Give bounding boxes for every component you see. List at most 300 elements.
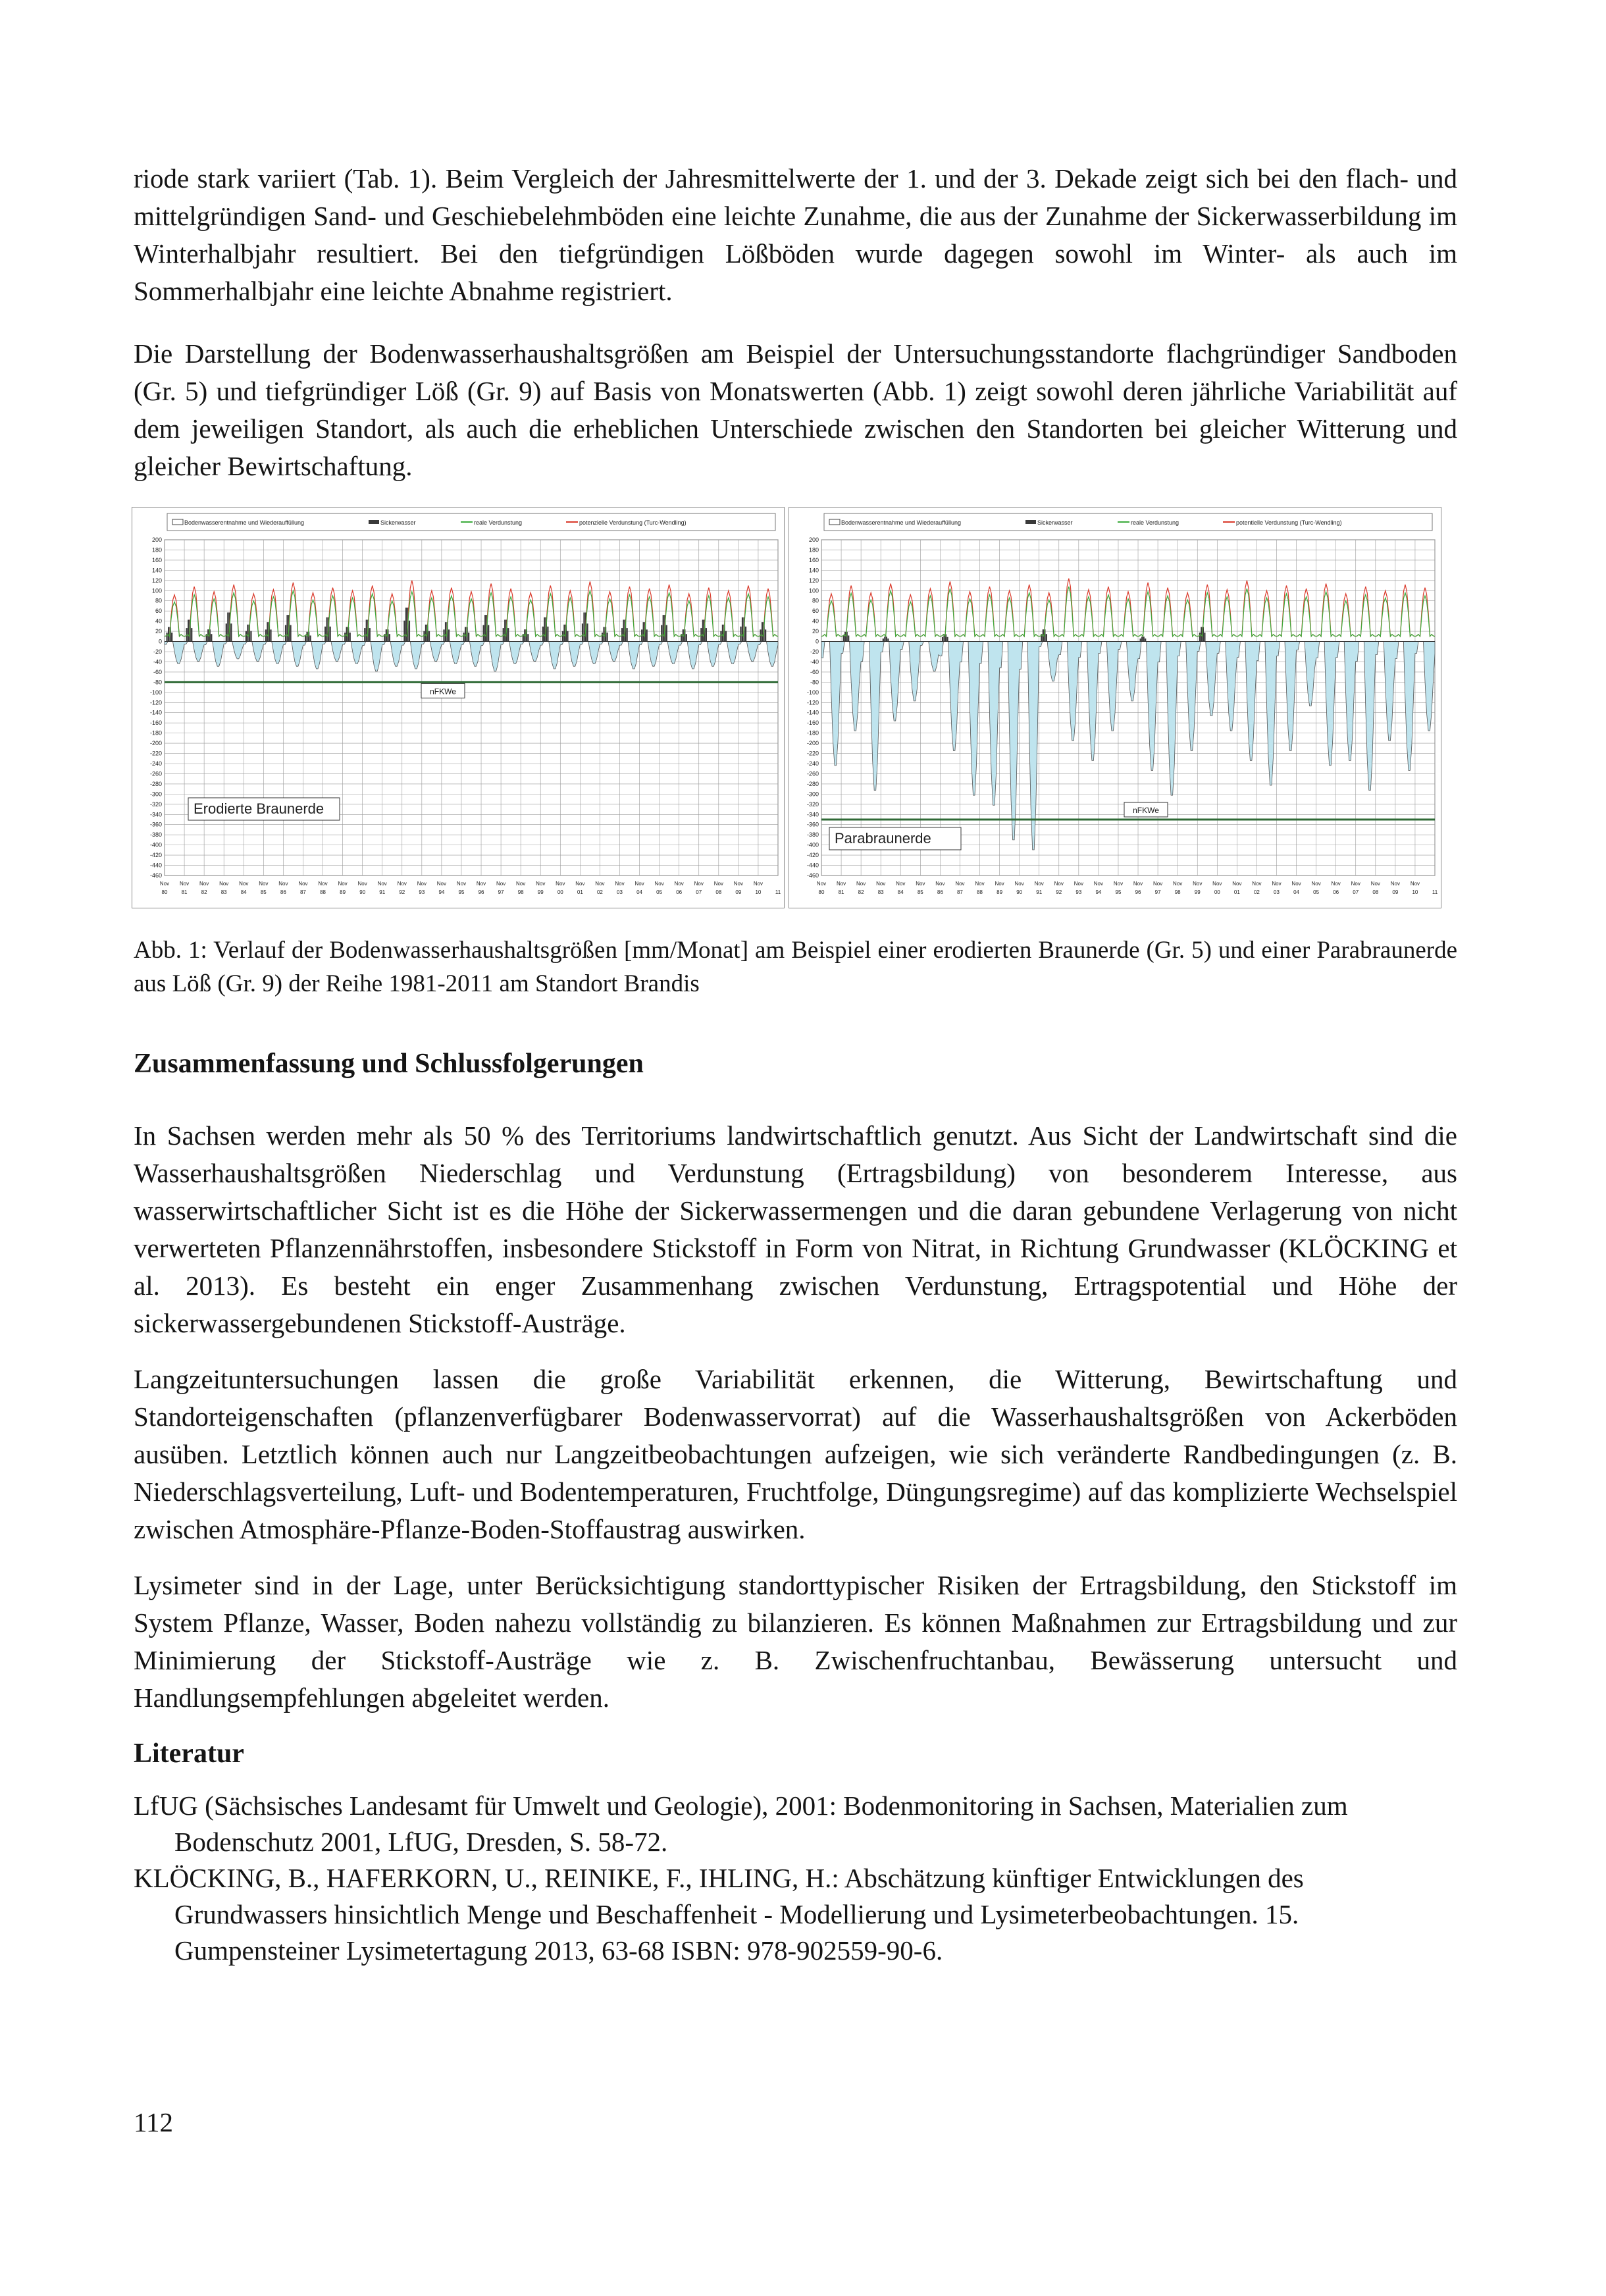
x-tick-month: Nov <box>635 881 644 887</box>
x-tick-month: Nov <box>1331 881 1341 887</box>
x-tick-month: Nov <box>615 881 625 887</box>
plot-area <box>165 540 778 875</box>
x-tick-month: Nov <box>1390 881 1400 887</box>
legend-entry: Sickerwasser <box>380 519 416 526</box>
y-tick-label: -380 <box>149 831 162 839</box>
chart-erodierte-braunerde <box>132 507 785 908</box>
seepage-bar <box>167 633 168 642</box>
y-tick-label: -100 <box>806 689 819 696</box>
seepage-bar <box>583 612 584 641</box>
seepage-bar <box>484 615 486 641</box>
x-tick-month: Nov <box>357 881 367 887</box>
seepage-bar <box>211 634 212 641</box>
y-tick-label: 180 <box>808 546 819 554</box>
x-tick-year: 02 <box>596 889 603 895</box>
summary-paragraph-1: In Sachsen werden mehr als 50 % des Territoriums landwirtschaftlich genutzt. Aus Sicht der Landwirtschaft sind die Wasserhaushaltsgrößen Niederschlag und Verdunstung (Ertragsbildung) von besonderem Interesse, aus wasserwirtschaftlicher Sicht ist es die Höhe der Sickerwassermengen und die daran gebundene Verlagerung von nicht verwerteten Pflanzennährstoffen, insbesondere Stickstoff in Form von Nitrat, in Richtung Grundwasser (KLÖCKING et al. 2013). Es besteht ein enger Zusammenhang zwischen Verdunstung, Ertragspotential und Höhe der sickerwassergebundenen Stickstoff-Austräge. <box>134 1120 1457 1338</box>
y-tick-label: -60 <box>153 668 162 675</box>
x-tick-year: 08 <box>715 889 722 895</box>
y-tick-label: -180 <box>149 729 162 737</box>
reference-2: KLÖCKING, B., HAFERKORN, U., REINIKE, F., IHLING, H.: Abschätzung künftiger Entwicklungen des Grundwassers hinsichtlich Menge und Beschaffenheit - Modellierung und Lysimeterbeobachtungen. 15. Gumpensteiner Lysimetertagung 2013, 63-68 ISBN: 978-902559-90-6. <box>134 1863 1304 1966</box>
y-tick-label: 40 <box>155 617 162 625</box>
seepage-bar <box>666 625 667 642</box>
legend-entry: potentielle Verdunstung (Turc-Wendling) <box>1236 519 1342 526</box>
x-tick-year: 86 <box>937 889 943 895</box>
x-tick-month: Nov <box>595 881 605 887</box>
x-tick-month: Nov <box>1272 881 1282 887</box>
y-tick-label: -400 <box>806 841 819 848</box>
x-tick-month: Nov <box>496 881 506 887</box>
seepage-bar <box>409 621 410 642</box>
y-tick-label: -340 <box>149 811 162 818</box>
nfk-label: nFKWe <box>430 687 456 696</box>
x-tick-month: Nov <box>876 881 886 887</box>
y-tick-label: -40 <box>153 658 162 665</box>
x-tick-year: 98 <box>517 889 524 895</box>
y-tick-label: -340 <box>806 811 819 818</box>
x-tick-year: 08 <box>1372 889 1379 895</box>
y-tick-label: -40 <box>810 658 819 665</box>
x-tick-year: 95 <box>1115 889 1122 895</box>
figure-caption: Abb. 1: Verlauf der Bodenwasserhaushaltsgrößen [mm/Monat] am Beispiel einer erodierten Braunerde (Gr. 5) und einer Parabraunerde aus Löß (Gr. 9) der Reihe 1981-2011 am Standort Brandis <box>134 937 1457 997</box>
x-tick-year: 04 <box>1293 889 1300 895</box>
seepage-bar <box>661 625 662 642</box>
seepage-bar <box>286 615 288 641</box>
x-tick-month: Nov <box>1153 881 1163 887</box>
x-tick-year: 09 <box>735 889 742 895</box>
y-tick-label: -160 <box>149 719 162 727</box>
y-tick-label: -60 <box>810 668 819 675</box>
y-tick-label: -460 <box>806 872 819 879</box>
seepage-bar <box>563 625 565 642</box>
x-tick-month: Nov <box>896 881 906 887</box>
x-tick-year: 10 <box>755 889 762 895</box>
seepage-bar <box>306 632 307 642</box>
seepage-bar <box>305 635 306 641</box>
x-tick-year: 99 <box>1194 889 1201 895</box>
seepage-bar <box>706 628 707 641</box>
seepage-bar <box>643 622 644 641</box>
x-tick-year: 83 <box>220 889 227 895</box>
seepage-bar <box>887 639 889 642</box>
seepage-bar <box>1140 639 1141 642</box>
seepage-bar <box>270 629 271 641</box>
y-tick-label: -140 <box>806 709 819 716</box>
x-tick-month: Nov <box>1252 881 1262 887</box>
legend <box>167 513 775 531</box>
y-tick-label: -220 <box>149 750 162 757</box>
seepage-bar <box>369 628 371 641</box>
x-tick-month: Nov <box>955 881 965 887</box>
y-tick-label: 140 <box>151 567 162 574</box>
seepage-bar <box>423 631 425 642</box>
seepage-bar <box>366 619 367 641</box>
seepage-bar <box>1204 633 1205 642</box>
seepage-bar <box>227 612 228 641</box>
seepage-bar <box>848 635 849 641</box>
legend-swatch-storage <box>172 519 183 525</box>
seepage-bar <box>171 633 172 642</box>
x-tick-month: Nov <box>1370 881 1380 887</box>
y-tick-label: -100 <box>149 689 162 696</box>
seepage-bar <box>886 637 887 641</box>
x-tick-year: 92 <box>1056 889 1062 895</box>
y-tick-label: -20 <box>153 648 162 655</box>
y-tick-label: 140 <box>808 567 819 574</box>
heading-summary: Zusammenfassung und Schlussfolgerungen <box>134 1049 644 1079</box>
seepage-bar <box>1141 637 1143 641</box>
x-tick-year: 90 <box>359 889 366 895</box>
x-tick-month: Nov <box>1410 881 1420 887</box>
seepage-bar <box>946 637 948 642</box>
seepage-bar <box>547 627 548 642</box>
x-tick-year: 01 <box>1233 889 1240 895</box>
x-tick-year: 00 <box>1214 889 1220 895</box>
y-tick-label: -440 <box>149 862 162 869</box>
y-tick-label: 200 <box>808 536 819 543</box>
legend-entry: reale Verdunstung <box>1131 519 1179 526</box>
x-tick-year: 05 <box>1313 889 1320 895</box>
legend-swatch-seepage <box>369 520 379 524</box>
x-tick-month: Nov <box>377 881 387 887</box>
x-tick-month: Nov <box>338 881 348 887</box>
seepage-bar <box>425 625 427 642</box>
seepage-bar <box>544 617 545 642</box>
x-tick-year: 95 <box>458 889 465 895</box>
x-tick-year: 92 <box>399 889 405 895</box>
x-tick-year: 07 <box>1353 889 1359 895</box>
x-tick-month: Nov <box>1193 881 1203 887</box>
y-tick-label: -80 <box>810 679 819 686</box>
body-paragraph-1: riode stark variiert (Tab. 1). Beim Vergleich der Jahresmittelwerte der 1. und der 3. Dekade zeigt sich bei den flach- und mittelgründigen Sand- und Geschiebelehmböden eine leichte Zunahme, die aus der Zunahme der Sickerwasserbildung im Winterhalbjahr resultiert. Bei den tiefgründigen Lößböden wurde dagegen sowohl im Winter- als auch im Sommerhalbjahr eine leichte Abnahme registriert. <box>134 163 1457 306</box>
x-tick-month: Nov <box>1311 881 1321 887</box>
x-tick-year: 86 <box>280 889 286 895</box>
x-tick-year: 06 <box>1333 889 1339 895</box>
x-tick-month: Nov <box>318 881 328 887</box>
y-tick-label: -280 <box>149 780 162 787</box>
y-tick-label: 100 <box>808 587 819 594</box>
x-tick-year: 93 <box>1075 889 1082 895</box>
x-tick-month: Nov <box>1291 881 1301 887</box>
seepage-bar <box>389 634 390 641</box>
seepage-bar <box>720 631 721 642</box>
seepage-bar <box>463 633 464 642</box>
legend-entry: Bodenwasserentnahme und Wiederauffüllung <box>184 519 304 526</box>
x-tick-year: 04 <box>636 889 643 895</box>
seepage-bar <box>582 623 583 641</box>
x-tick-year: 80 <box>818 889 825 895</box>
y-tick-label: 160 <box>151 556 162 563</box>
seepage-bar <box>722 625 723 642</box>
seepage-bar <box>762 622 763 641</box>
seepage-bar <box>290 625 291 642</box>
legend-swatch-seepage <box>1025 520 1036 524</box>
y-tick-label: 180 <box>151 546 162 554</box>
seepage-bar <box>188 619 189 641</box>
legend-entry: reale Verdunstung <box>474 519 523 526</box>
y-tick-label: -140 <box>149 709 162 716</box>
x-tick-month: Nov <box>1034 881 1044 887</box>
legend <box>824 513 1432 531</box>
y-tick-label: -360 <box>149 821 162 828</box>
x-tick-year: 82 <box>201 889 207 895</box>
x-tick-month: Nov <box>1113 881 1124 887</box>
x-tick-month: Nov <box>1054 881 1064 887</box>
x-tick-month: Nov <box>836 881 846 887</box>
reference-1: LfUG (Sächsisches Landesamt für Umwelt und Geologie), 2001: Bodenmonitoring in Sachsen, Materialien zum Bodenschutz 2001, LfUG, Dresden, S. 58-72. <box>134 1790 1348 1857</box>
x-tick-month: Nov <box>259 881 269 887</box>
x-tick-month: Nov <box>733 881 743 887</box>
seepage-bar <box>562 631 563 642</box>
seepage-bar <box>745 627 746 642</box>
x-tick-year: 82 <box>858 889 864 895</box>
x-tick-year: 89 <box>997 889 1003 895</box>
y-tick-label: -120 <box>149 699 162 706</box>
x-tick-month: Nov <box>298 881 308 887</box>
x-tick-year: 07 <box>696 889 702 895</box>
seepage-bar <box>725 631 727 642</box>
panel-label: Erodierte Braunerde <box>194 800 324 817</box>
y-tick-label: 100 <box>151 587 162 594</box>
x-tick-month: Nov <box>674 881 684 887</box>
x-tick-month: Nov <box>575 881 585 887</box>
y-tick-label: -420 <box>806 852 819 859</box>
y-tick-label: -120 <box>806 699 819 706</box>
seepage-bar <box>1046 634 1047 641</box>
x-tick-month: Nov <box>753 881 764 887</box>
x-tick-year: 85 <box>260 889 267 895</box>
seepage-bar <box>740 627 741 642</box>
seepage-bar <box>843 635 844 641</box>
x-tick-month: Nov <box>694 881 704 887</box>
x-tick-month: Nov <box>995 881 1004 887</box>
seepage-bar <box>230 623 232 641</box>
seepage-bar <box>448 629 450 641</box>
seepage-bar <box>267 622 268 641</box>
y-tick-label: -440 <box>806 862 819 869</box>
x-tick-month: Nov <box>199 881 209 887</box>
x-tick-month: Nov <box>1074 881 1083 887</box>
seepage-bar <box>646 629 648 641</box>
seepage-bar <box>883 639 884 642</box>
x-tick-month: Nov <box>1173 881 1183 887</box>
y-tick-label: -300 <box>806 791 819 798</box>
seepage-bar <box>623 619 624 641</box>
seepage-bar <box>942 637 943 642</box>
x-tick-month: Nov <box>436 881 447 887</box>
y-tick-label: -180 <box>806 729 819 737</box>
x-tick-year: 09 <box>1392 889 1399 895</box>
seepage-bar <box>844 632 846 642</box>
x-tick-month: Nov <box>219 881 229 887</box>
x-tick-year: 06 <box>676 889 683 895</box>
x-tick-month: Nov <box>397 881 407 887</box>
seepage-bar <box>663 615 664 641</box>
x-tick-year: 80 <box>161 889 168 895</box>
x-tick-month: Nov <box>476 881 486 887</box>
seepage-bar <box>504 619 505 641</box>
seepage-bar <box>1145 639 1146 642</box>
y-tick-label: 160 <box>808 556 819 563</box>
x-tick-month: Nov <box>239 881 249 887</box>
x-tick-month: Nov <box>975 881 985 887</box>
seepage-bar <box>1143 637 1145 641</box>
plot-area <box>821 540 1435 875</box>
y-tick-label: 60 <box>812 608 819 615</box>
x-tick-month: Nov <box>179 881 190 887</box>
y-tick-label: -320 <box>806 800 819 808</box>
seepage-bar <box>226 623 227 641</box>
nfk-label: nFKWe <box>1133 806 1159 815</box>
x-tick-year: 11 <box>775 889 781 895</box>
legend-swatch-storage <box>829 519 840 525</box>
y-tick-label: -460 <box>149 872 162 879</box>
seepage-bar <box>191 628 192 641</box>
y-tick-label: 40 <box>812 617 819 625</box>
seepage-bar <box>602 633 603 642</box>
x-tick-year: 05 <box>656 889 663 895</box>
x-tick-year: 99 <box>537 889 544 895</box>
y-tick-label: -260 <box>149 770 162 777</box>
y-tick-label: -200 <box>806 740 819 747</box>
x-tick-year: 98 <box>1174 889 1181 895</box>
y-tick-label: 80 <box>155 597 162 604</box>
seepage-bar <box>586 623 588 641</box>
y-tick-label: -380 <box>806 831 819 839</box>
heading-literature: Literatur <box>134 1738 244 1769</box>
x-tick-month: Nov <box>1093 881 1104 887</box>
seepage-bar <box>445 622 446 641</box>
seepage-bar <box>247 625 248 642</box>
chart-svg-right <box>789 507 1441 908</box>
x-tick-year: 11 <box>1432 889 1438 895</box>
x-tick-year: 10 <box>1412 889 1418 895</box>
x-tick-month: Nov <box>456 881 467 887</box>
y-tick-label: 200 <box>151 536 162 543</box>
x-tick-month: Nov <box>1351 881 1360 887</box>
seepage-bar <box>309 635 311 641</box>
x-tick-year: 00 <box>557 889 563 895</box>
x-tick-month: Nov <box>556 881 565 887</box>
x-tick-year: 02 <box>1253 889 1260 895</box>
x-tick-month: Nov <box>278 881 288 887</box>
seepage-bar <box>884 637 885 641</box>
y-tick-label: 20 <box>812 628 819 635</box>
chart-parabraunerde <box>789 507 1441 908</box>
seepage-bar <box>324 627 326 642</box>
y-tick-label: -240 <box>149 760 162 767</box>
seepage-bar <box>606 633 608 642</box>
legend-entry: Bodenwasserentnahme und Wiederauffüllung <box>841 519 961 526</box>
x-tick-year: 91 <box>379 889 386 895</box>
legend-entry: Sickerwasser <box>1037 519 1073 526</box>
page-number: 112 <box>134 2107 173 2137</box>
seepage-bar <box>330 627 331 642</box>
y-tick-label: -260 <box>806 770 819 777</box>
x-tick-year: 93 <box>419 889 425 895</box>
y-tick-label: 0 <box>158 638 162 645</box>
chart-svg-left <box>132 507 785 908</box>
seepage-bar <box>686 634 687 641</box>
x-tick-year: 85 <box>917 889 923 895</box>
x-tick-year: 87 <box>299 889 306 895</box>
x-tick-year: 84 <box>240 889 247 895</box>
x-tick-year: 94 <box>1095 889 1102 895</box>
x-tick-year: 96 <box>478 889 484 895</box>
x-tick-year: 84 <box>897 889 904 895</box>
x-tick-month: Nov <box>516 881 526 887</box>
seepage-bar <box>350 633 351 642</box>
x-tick-month: Nov <box>916 881 925 887</box>
seepage-bar <box>403 621 405 642</box>
x-tick-month: Nov <box>536 881 546 887</box>
legend-entry: potenzielle Verdunstung (Turc-Wendling) <box>579 519 686 526</box>
y-tick-label: 0 <box>815 638 819 645</box>
x-tick-year: 97 <box>498 889 504 895</box>
x-tick-year: 03 <box>617 889 623 895</box>
seepage-bar <box>742 617 743 642</box>
x-tick-year: 97 <box>1154 889 1161 895</box>
x-tick-month: Nov <box>654 881 664 887</box>
y-tick-label: -160 <box>806 719 819 727</box>
y-tick-label: -300 <box>149 791 162 798</box>
x-tick-year: 81 <box>838 889 844 895</box>
x-tick-month: Nov <box>856 881 866 887</box>
seepage-bar <box>468 633 469 642</box>
y-tick-label: -80 <box>153 679 162 686</box>
x-tick-month: Nov <box>1014 881 1024 887</box>
seepage-bar <box>326 617 328 642</box>
x-tick-year: 90 <box>1016 889 1023 895</box>
summary-paragraph-3: Lysimeter sind in der Lage, unter Berücksichtigung standorttypischer Risiken der Ertragsbildung, den Stickstoff im System Pflanze, Wasser, Boden nahezu vollständig zu bilanzieren. Es können Maßnahmen zur Ertragsbildung und zur Minimierung der Stickstoff-Austräge wie z. B. Zwischenfruchtanbau, Bewässerung untersucht und Handlungsempfehlungen abgeleitet werden. <box>134 1570 1457 1713</box>
seepage-bar <box>428 631 430 642</box>
x-tick-year: 96 <box>1135 889 1141 895</box>
x-tick-year: 91 <box>1036 889 1043 895</box>
seepage-bar <box>1199 633 1201 642</box>
y-tick-label: 80 <box>812 597 819 604</box>
seepage-bar <box>627 628 628 641</box>
x-tick-month: Nov <box>816 881 827 887</box>
x-tick-month: Nov <box>1232 881 1242 887</box>
seepage-bar <box>285 625 286 642</box>
x-tick-month: Nov <box>1133 881 1143 887</box>
seepage-bar <box>765 629 766 641</box>
x-tick-year: 87 <box>956 889 963 895</box>
x-tick-year: 88 <box>977 889 983 895</box>
y-tick-label: -280 <box>806 780 819 787</box>
y-tick-label: -420 <box>149 852 162 859</box>
x-tick-year: 88 <box>320 889 326 895</box>
seepage-bar <box>527 634 529 641</box>
y-tick-label: 120 <box>808 577 819 584</box>
x-tick-year: 81 <box>181 889 188 895</box>
y-tick-label: -20 <box>810 648 819 655</box>
seepage-bar <box>488 625 489 642</box>
seepage-bar <box>702 619 704 641</box>
y-tick-label: -240 <box>806 760 819 767</box>
summary-paragraph-2: Langzeituntersuchungen lassen die große Variabilität erkennen, die Witterung, Bewirtschaftung und Standorteigenschaften (pflanzenverfügbarer Bodenwasservorrat) auf die Wasserhaushaltsgrößen von Ackerböden ausüben. Letztlich können auch nur Langzeitbeobachtungen aufzeigen, wie sich veränderte Randbedingungen (z. B. Niederschlagsverteilung, Luft- und Bodentemperaturen, Fruchtfolge, Düngungsregime) auf das komplizierte Wechselspiel zwischen Atmosphäre-Pflanze-Boden-Stoffaustrag auswirken. <box>134 1364 1457 1544</box>
y-tick-label: -400 <box>149 841 162 848</box>
y-tick-label: -220 <box>806 750 819 757</box>
x-tick-month: Nov <box>417 881 427 887</box>
x-tick-year: 94 <box>438 889 445 895</box>
x-tick-month: Nov <box>713 881 723 887</box>
y-tick-label: -200 <box>149 740 162 747</box>
y-tick-label: -320 <box>149 800 162 808</box>
x-tick-year: 89 <box>340 889 346 895</box>
x-tick-year: 01 <box>577 889 583 895</box>
seepage-bar <box>483 625 484 642</box>
body-paragraph-2: Die Darstellung der Bodenwasserhaushaltsgrößen am Beispiel der Untersuchungsstandorte flachgründiger Sandboden (Gr. 5) und tiefgründiger Löß (Gr. 9) auf Basis von Monatswerten (Abb. 1) zeigt sowohl deren jährliche Variabilität auf dem jeweiligen Standort, als auch die erheblichen Unterschiede zwischen den Standorten bei gleicher Witterung und gleicher Bewirtschaftung. <box>134 338 1457 481</box>
